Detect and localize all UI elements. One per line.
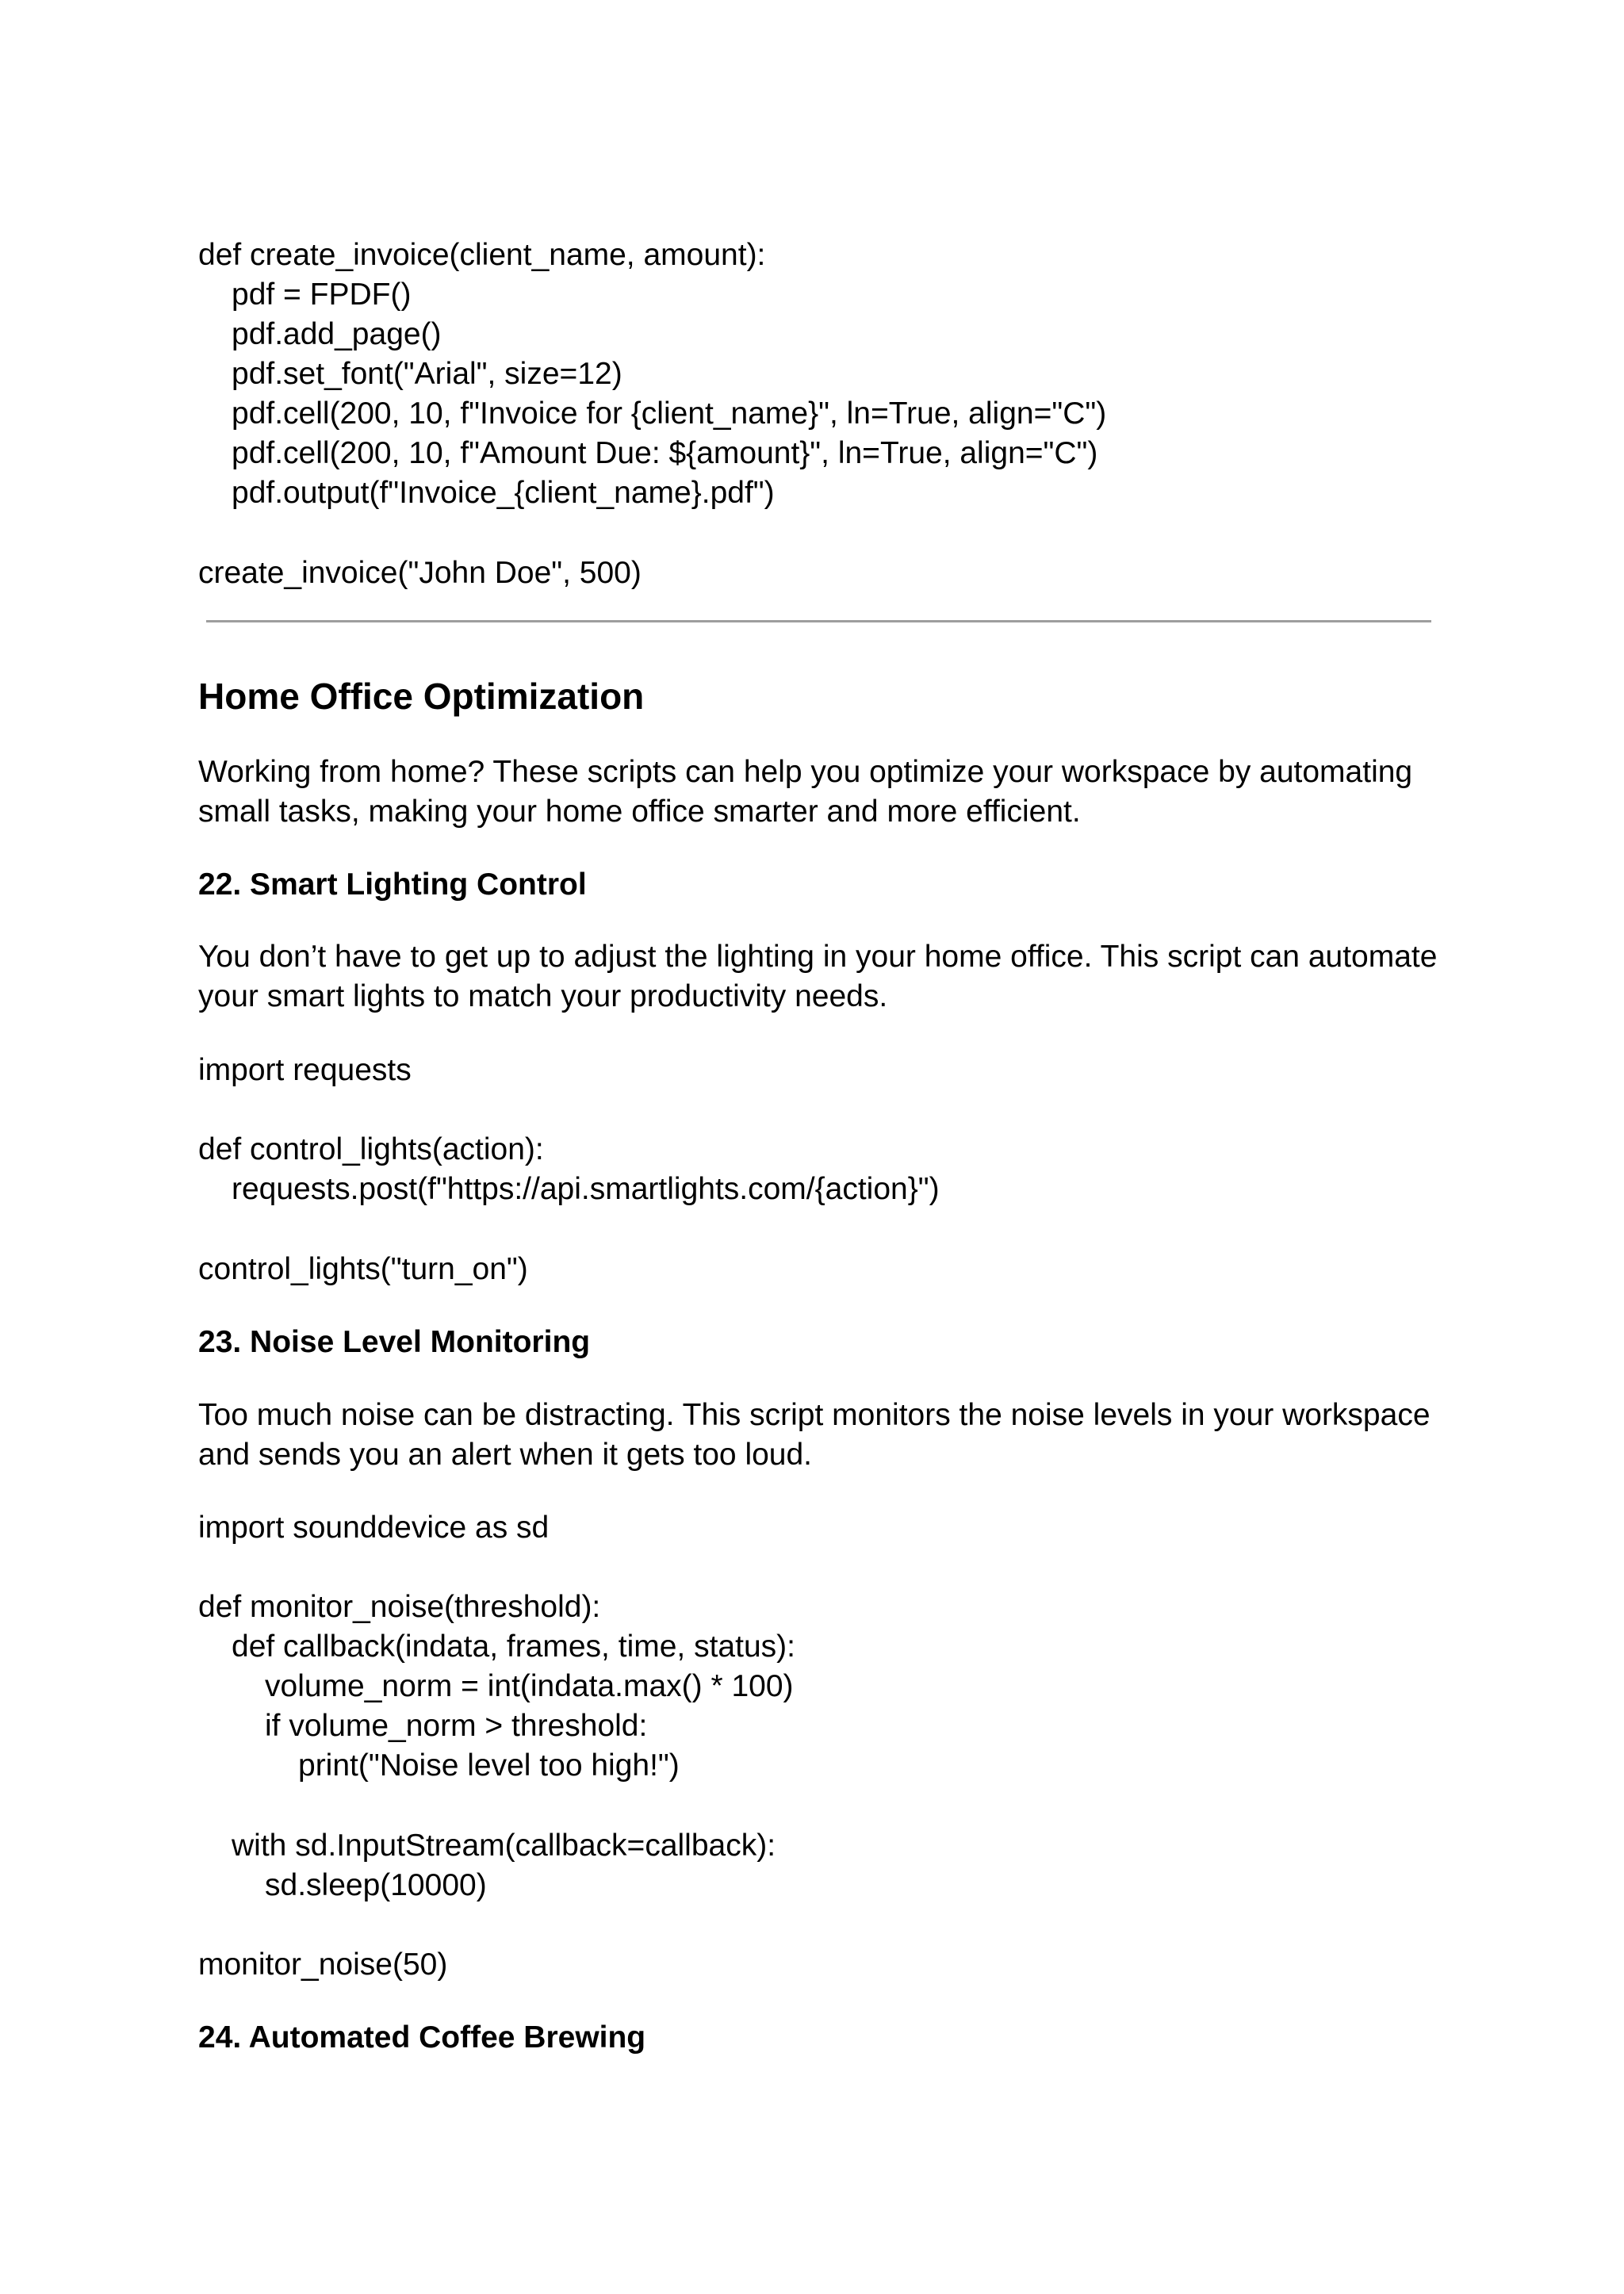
code-line: with sd.InputStream(callback=callback):	[232, 1829, 776, 1863]
code-line: sd.sleep(10000)	[265, 1868, 487, 1902]
code-line: import sounddevice as sd	[198, 1511, 550, 1545]
code-line: pdf = FPDF()	[232, 278, 412, 312]
section-title: Home Office Optimization	[198, 676, 645, 717]
code-line: print("Noise level too high!")	[298, 1748, 680, 1783]
code-line: def create_invoice(client_name, amount):	[198, 238, 766, 272]
code-line: pdf.set_font("Arial", size=12)	[232, 357, 622, 391]
paragraph-line: You don’t have to get up to adjust the lighting in your home office. This script can automate	[198, 940, 1438, 974]
code-line: import requests	[198, 1053, 412, 1087]
code-line: pdf.cell(200, 10, f"Invoice for {client_name}", ln=True, align="C")	[232, 396, 1107, 431]
code-line: control_lights("turn_on")	[198, 1252, 528, 1286]
code-line: volume_norm = int(indata.max() * 100)	[265, 1669, 794, 1703]
code-line: def callback(indata, frames, time, status):	[232, 1630, 795, 1664]
code-line: if volume_norm > threshold:	[265, 1709, 648, 1743]
horizontal-rule	[206, 620, 1431, 622]
code-line: requests.post(f"https://api.smartlights.com/{action}")	[232, 1172, 940, 1206]
paragraph-line: your smart lights to match your productivity needs.	[198, 979, 888, 1013]
paragraph-line: Too much noise can be distracting. This script monitors the noise levels in your workspace	[198, 1398, 1431, 1432]
code-line: monitor_noise(50)	[198, 1947, 448, 1982]
paragraph-line: and sends you an alert when it gets too loud.	[198, 1438, 813, 1472]
code-line: pdf.output(f"Invoice_{client_name}.pdf")	[232, 476, 775, 510]
paragraph-line: Working from home? These scripts can help you optimize your workspace by automating	[198, 755, 1413, 789]
code-line: pdf.cell(200, 10, f"Amount Due: ${amount}", ln=True, align="C")	[232, 436, 1098, 470]
code-line: create_invoice("John Doe", 500)	[198, 556, 642, 590]
paragraph-line: small tasks, making your home office smarter and more efficient.	[198, 795, 1081, 829]
item-heading: 24. Automated Coffee Brewing	[198, 2020, 646, 2055]
code-line: def control_lights(action):	[198, 1132, 544, 1166]
item-heading: 22. Smart Lighting Control	[198, 867, 587, 902]
code-line: pdf.add_page()	[232, 317, 442, 351]
item-heading: 23. Noise Level Monitoring	[198, 1325, 591, 1359]
code-line: def monitor_noise(threshold):	[198, 1590, 601, 1624]
